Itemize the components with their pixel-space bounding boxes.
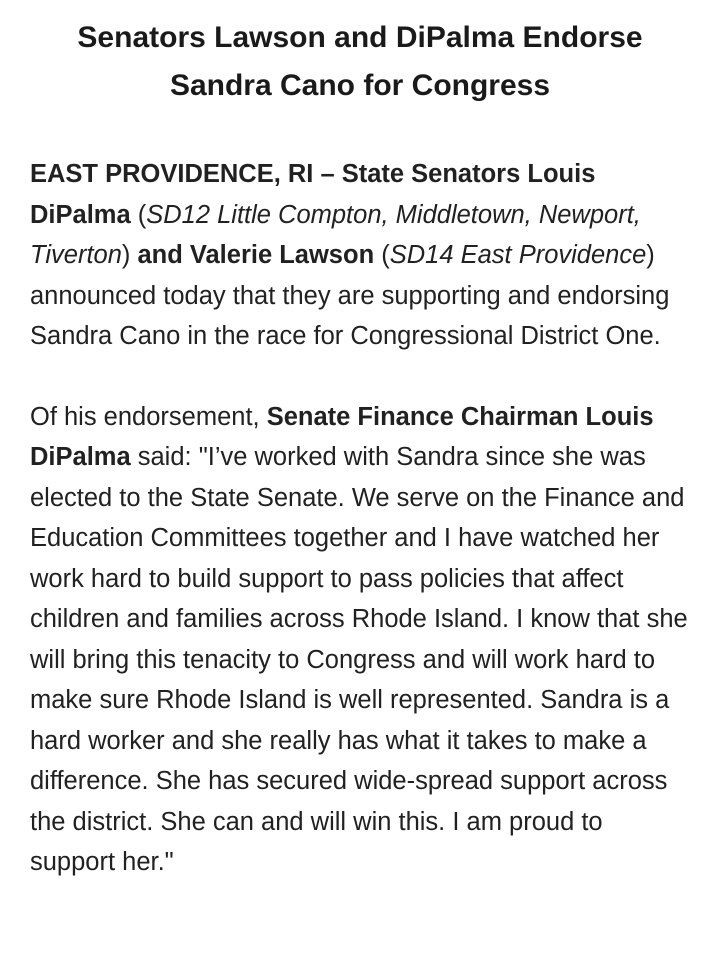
headline-line-1: Senators Lawson and DiPalma Endorse [77, 21, 643, 54]
paragraph-announcement [30, 154, 690, 357]
paragraph-quote [30, 397, 690, 883]
said-text: said: [130, 443, 199, 471]
dateline-lead: EAST PROVIDENCE, RI – State Senators Louis DiPalma [30, 160, 596, 229]
speaker-name: Senate Finance Chairman Louis DiPalma [30, 402, 654, 471]
headline [30, 14, 690, 110]
quote-text: "I’ve worked with Sandra since she was elected to the State Senate. We serve on the Finance and Education Committees together and I have watched her work hard to build support to pass policies that affect children and families across Rhode Island. I know that she will bring this tenacity to Congress and will work hard to make sure Rhode Island is well represented. Sandra is a hard worker and she really has what it takes to make a difference. She has secured wide-spread support across the district. She can and will win this. I am proud to support her." [30, 443, 688, 876]
quote-intro: Of his endorsement, [30, 402, 267, 431]
paren-close: ) [121, 241, 138, 269]
announcement-text: ) announced today that they are supporting and endorsing Sandra Cano in the race for Congressional District One. [30, 241, 670, 350]
headline-line-2: Sandra Cano for Congress [169, 69, 551, 102]
lawson-name: and Valerie Lawson [137, 241, 375, 269]
dipalma-district: SD12 Little Compton, Middletown, Newport, Tiverton [30, 200, 641, 269]
lawson-district: SD14 East Providence [389, 241, 647, 269]
paren-open: ( [130, 200, 147, 229]
paren-open: ( [374, 241, 390, 269]
